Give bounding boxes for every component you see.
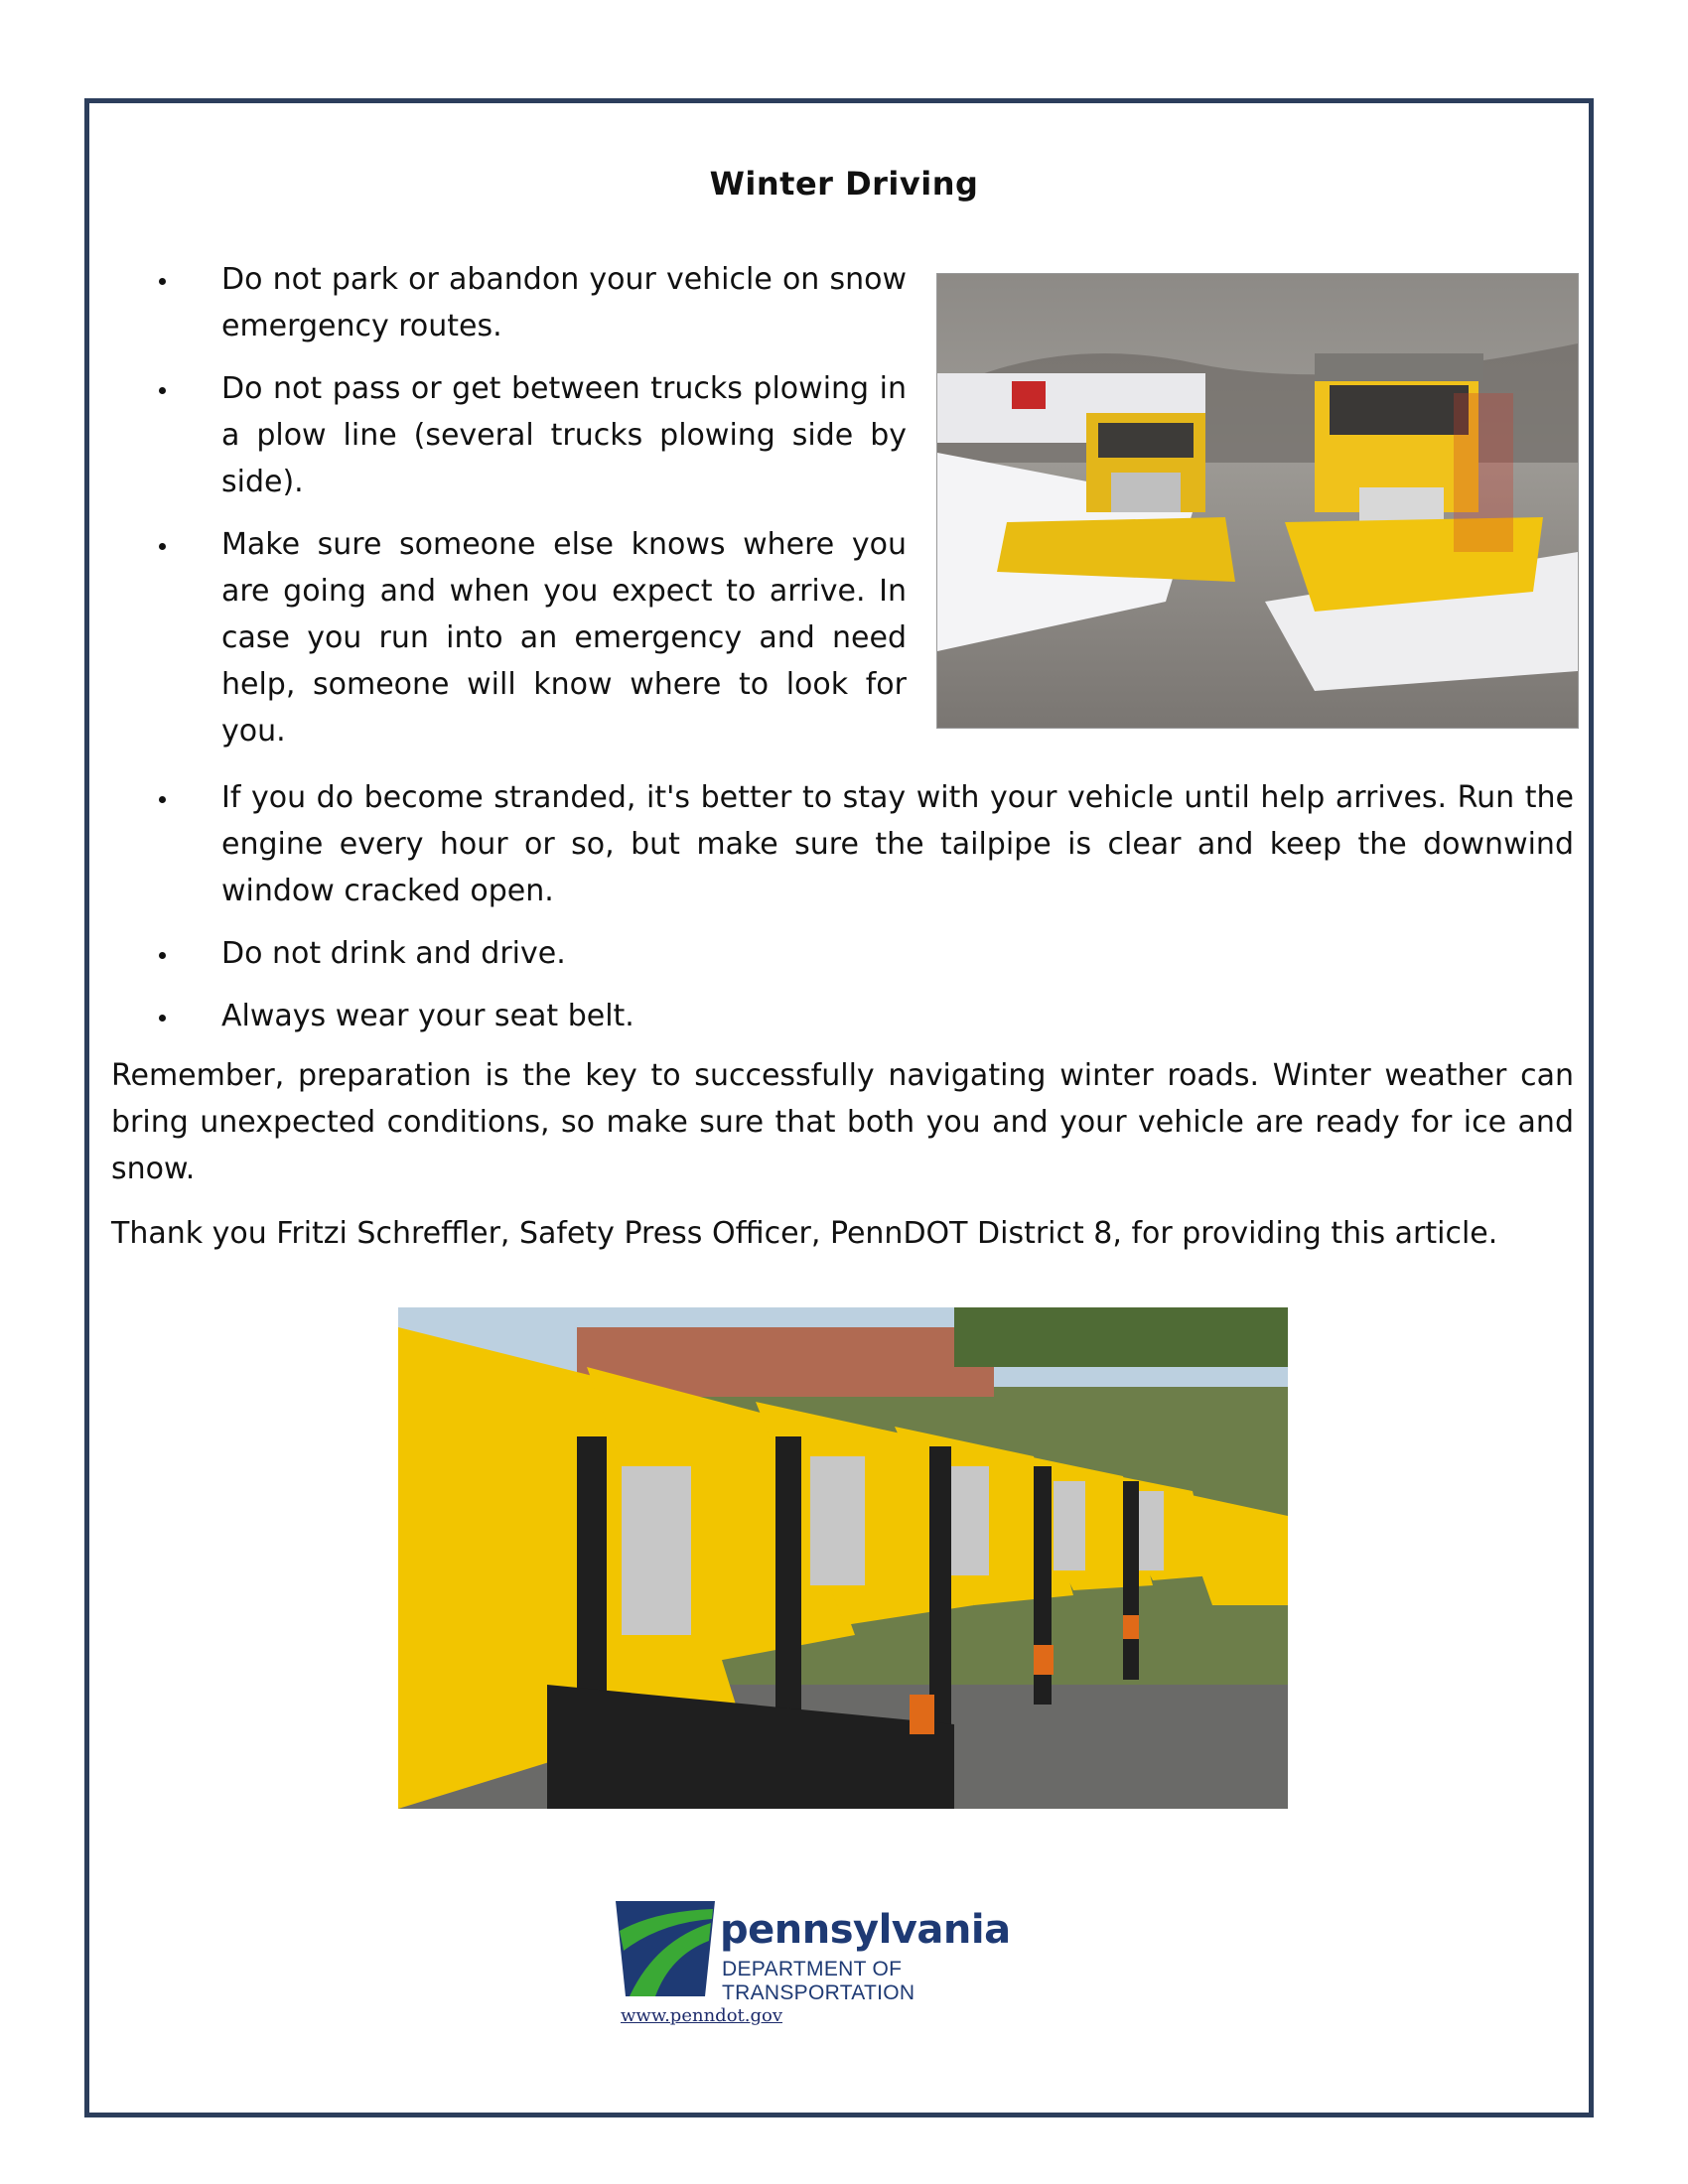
list-item: Do not drink and drive. xyxy=(149,930,1574,977)
bullet-dot-icon xyxy=(159,387,166,394)
website-link[interactable]: www.penndot.gov xyxy=(621,2005,783,2026)
bullet-dot-icon xyxy=(159,796,166,803)
acknowledgement-paragraph: Thank you Fritzi Schreffler, Safety Press Officer, PennDOT District 8, for providing this article. xyxy=(111,1216,1498,1251)
bullet-list-bottom xyxy=(149,774,1574,1055)
bullet-list-top xyxy=(149,256,907,770)
keystone-icon xyxy=(616,1901,715,1996)
list-item: Always wear your seat belt. xyxy=(149,993,1574,1039)
bullet-dot-icon xyxy=(159,278,166,285)
page-title: Winter Driving xyxy=(709,165,979,203)
penndot-logo xyxy=(616,1907,1072,2004)
bullet-dot-icon xyxy=(159,543,166,550)
closing-paragraph: Remember, preparation is the key to successfully navigating winter roads. Winter weather can bring unexpected conditions, so make sure that both you and your vehicle are ready for ice and snow. xyxy=(111,1058,1574,1186)
list-item: Do not park or abandon your vehicle on snow emergency routes. xyxy=(149,256,907,349)
snow-plow-photo xyxy=(936,273,1579,729)
list-item: If you do become stranded, it's better to stay with your vehicle until help arrives. Run the engine every hour or so, but make sure the tailpipe is clear and keep the downwind window cracked open. xyxy=(149,774,1574,914)
list-item: Do not pass or get between trucks plowing in a plow line (several trucks plowing side by side). xyxy=(149,365,907,505)
bullet-dot-icon xyxy=(159,1015,166,1022)
plow-fleet-photo xyxy=(398,1307,1288,1809)
list-item: Make sure someone else knows where you are going and when you expect to arrive. In case you run into an emergency and need help, someone will know where to look for you. xyxy=(149,521,907,754)
logo-subtitle: DEPARTMENT OF TRANSPORTATION xyxy=(722,1958,915,2004)
logo-wordmark: pennsylvania xyxy=(720,1907,1011,1953)
bullet-dot-icon xyxy=(159,952,166,959)
